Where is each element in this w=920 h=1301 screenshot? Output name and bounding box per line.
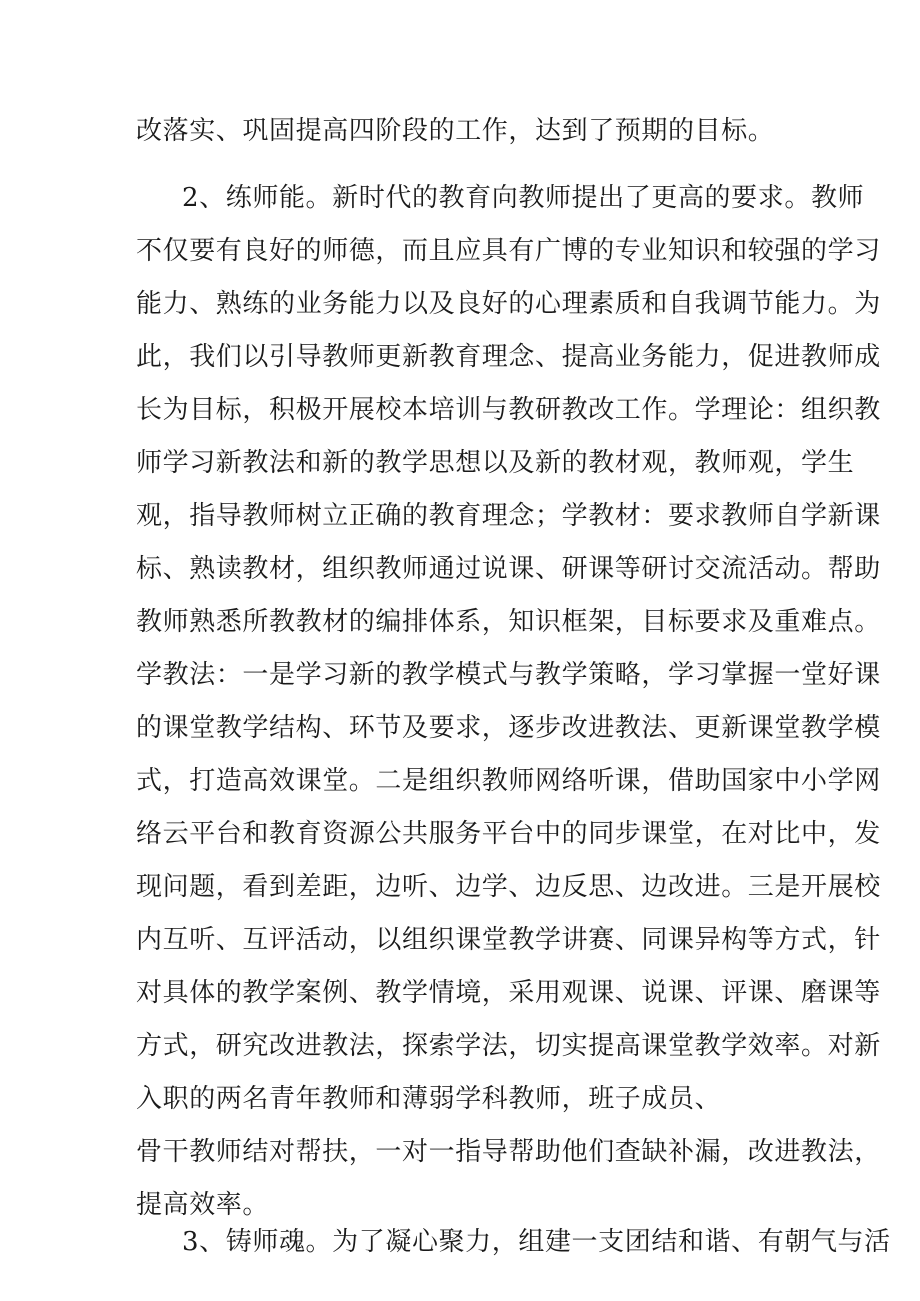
text-line: 提高效率。	[136, 1190, 270, 1220]
text-line: 教师熟悉所教教材的编排体系，知识框架，目标要求及重难点。	[136, 607, 881, 637]
text-line: 对具体的教学案例、教学情境，采用观课、说课、评课、磨课等	[136, 978, 881, 1008]
text-line: 师学习新教法和新的教学思想以及新的教材观，教师观，学生	[136, 448, 855, 478]
text-line: 能力、熟练的业务能力以及良好的心理素质和自我调节能力。为	[136, 289, 881, 319]
text-line: 方式，研究改进教法，探索学法，切实提高课堂教学效率。对新	[136, 1031, 881, 1061]
paragraph-heading-3: 3、铸师魂。为了凝心聚力，组建一支团结和谐、有朝气与活	[182, 1227, 891, 1257]
text-line: 式，打造高效课堂。二是组织教师网络听课，借助国家中小学网	[136, 766, 881, 796]
text-line: 学教法：一是学习新的教学模式与教学策略，学习掌握一堂好课	[136, 660, 881, 690]
text-line: 不仅要有良好的师德，而且应具有广博的专业知识和较强的学习	[136, 236, 881, 266]
text-line: 改落实、巩固提高四阶段的工作，达到了预期的目标。	[136, 116, 775, 146]
text-line: 络云平台和教育资源公共服务平台中的同步课堂，在对比中，发	[136, 819, 881, 849]
text-line: 观，指导教师树立正确的教育理念；学教材：要求教师自学新课	[136, 501, 881, 531]
text-line: 长为目标，积极开展校本培训与教研教改工作。学理论：组织教	[136, 395, 881, 425]
text-line: 入职的两名青年教师和薄弱学科教师，班子成员、	[136, 1084, 722, 1114]
paragraph-heading-2: 2、练师能。新时代的教育向教师提出了更高的要求。教师	[182, 183, 865, 213]
text-line: 此，我们以引导教师更新教育理念、提高业务能力，促进教师成	[136, 342, 881, 372]
text-line: 标、熟读教材，组织教师通过说课、研课等研讨交流活动。帮助	[136, 554, 881, 584]
text-line: 的课堂教学结构、环节及要求，逐步改进教法、更新课堂教学模	[136, 713, 881, 743]
text-line: 骨干教师结对帮扶，一对一指导帮助他们查缺补漏，改进教法，	[136, 1137, 881, 1167]
text-line: 内互听、互评活动，以组织课堂教学讲赛、同课异构等方式，针	[136, 925, 881, 955]
text-line: 现问题，看到差距，边听、边学、边反思、边改进。三是开展校	[136, 872, 881, 902]
